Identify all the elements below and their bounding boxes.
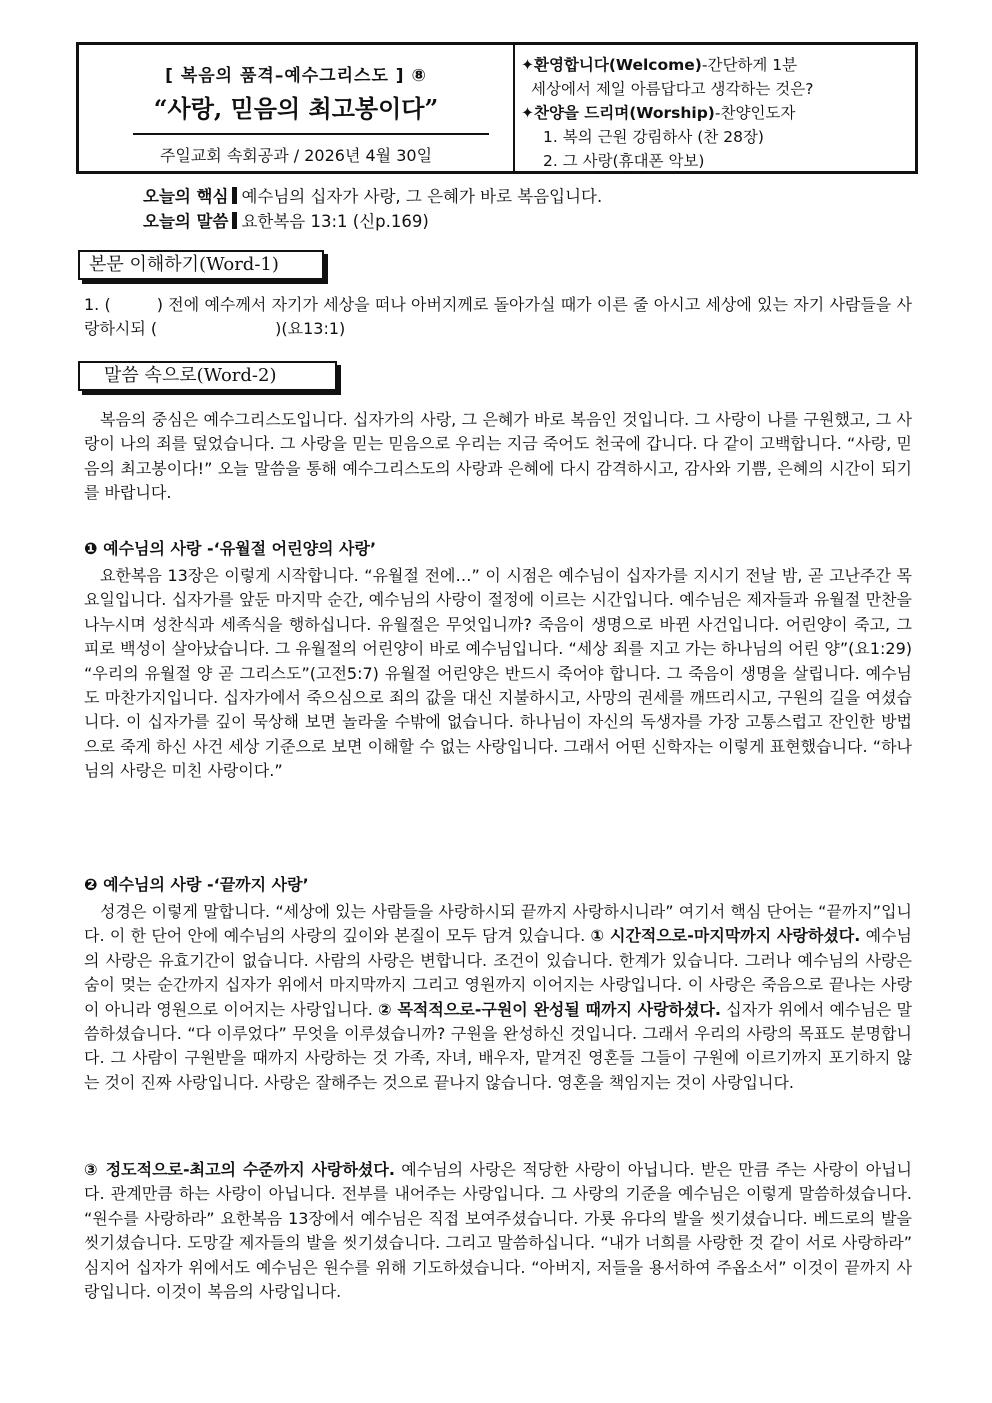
header-program-panel	[521, 53, 909, 173]
title-divider	[133, 133, 489, 135]
word-bar	[232, 212, 237, 229]
header-box	[76, 42, 918, 174]
p2-text-c: 예수님의 사랑은 유효기간이 없습니다. 사람의 사랑은 변합니다. 조건이 있습니다. 한계가 있습니다. 그러나 예수님의 사랑은 숨이 멎는 순간까지 십자가 위에서 마지막까지 그리고 영원까지 이어지는 사랑입니다. 이 사랑은 죽음으로 끝나는 사랑이 아니라 영원으로 이어지는 사랑입니다.	[84, 926, 912, 1019]
intro-paragraph: 복음의 중심은 예수그리스도입니다. 십자가의 사랑, 그 은혜가 바로 복음인 것입니다. 그 사랑이 나를 구원했고, 그 사랑이 나의 죄를 덮었습니다. 그 사랑을 믿는 믿음으로 우리는 지금 죽어도 천국에 갑니다. 다 같이 고백합니다. “사랑, 믿음의 최고봉이다!” 오늘 말씀을 통해 예수그리스도의 사랑과 은혜에 다시 감격하시고, 감사와 기쁨, 은혜의 시간이 되기를 바랍니다.	[84, 410, 912, 503]
song-1: 1. 복의 근원 강림하사 (찬 28장)	[543, 128, 764, 146]
header-title-panel	[79, 45, 515, 171]
p2-text-e: 십자가 위에서 예수님은 말씀하셨습니다. “다 이루었다” 무엇을 이루셨습니까? 구원을 완성하신 것입니다. 그래서 우리의 사랑의 목표도 분명합니다. 그 사람이 구원받을 때까지 사랑하는 것 가족, 자녀, 배우자, 맡겨진 영혼들 그들이 구원에 이르기까지 포기하지 않는 것이 진짜 사랑입니다. 사랑은 잘해주는 것으로 끝나지 않습니다. 영혼을 책임지는 것이 사랑입니다.	[84, 999, 912, 1092]
welcome-question: 세상에서 제일 아름답다고 생각하는 것은?	[531, 80, 814, 98]
today-focus	[143, 184, 602, 234]
point-2-paragraph	[84, 900, 912, 1095]
q1-middle: ) 전에 예수께서 자기가 세상을 떠나 아버지께로 돌아가실 때가 이른 줄 아시고 세상에 있는 자기 사람들을 사랑하시되 (	[84, 295, 912, 339]
word-label: 오늘의 말씀	[143, 212, 229, 231]
question-1	[84, 293, 912, 342]
core-text: 예수님의 십자가 사랑, 그 은혜가 바로 복음입니다.	[241, 187, 603, 206]
word-text: 요한복음 13:1 (신p.169)	[241, 212, 429, 231]
lesson-title: “사랑, 믿음의 최고봉이다”	[153, 94, 439, 123]
core-bar	[232, 187, 237, 204]
series-label: [ 복음의 품격–예수그리스도 ] ⑧	[165, 66, 427, 86]
song-2: 2. 그 사랑(휴대폰 악보)	[543, 152, 705, 170]
p2-sub-2: ② 목적적으로-구원이 완성될 때까지 사랑하셨다.	[378, 999, 722, 1019]
core-label: 오늘의 핵심	[143, 187, 229, 206]
q1-end: )(요13:1)	[275, 319, 346, 339]
p2-sub-3: ③ 정도적으로-최고의 수준까지 사랑하셨다.	[84, 1160, 395, 1179]
welcome-label: ✦환영합니다(Welcome)	[521, 56, 702, 74]
section-word2-label: 말씀 속으로(Word-2)	[78, 361, 337, 391]
point-2-heading: ❷ 예수님의 사랑 -‘끝까지 사랑’	[84, 875, 309, 894]
p3-text: 예수님의 사랑은 적당한 사랑이 아닙니다. 받은 만큼 주는 사랑이 아닙니다. 관계만큼 하는 사랑이 아닙니다. 전부를 내어주는 사랑입니다. 그 사랑의 기준을 예수님은 이렇게 말씀하셨습니다. “원수를 사랑하라” 요한복음 13장에서 예수님은 직접 보여주셨습니다. 가룟 유다의 발을 씻기셨습니다. 베드로의 발을 씻기셨습니다. 도망갈 제자들의 발을 씻기셨습니다. 그리고 말씀하십니다. “내가 너희를 사랑한 것 같이 서로 사랑하라” 심지어 십자가 위에서도 예수님은 원수를 위해 기도하셨습니다. “아버지, 저들을 용서하여 주옵소서” 이것이 끝까지 사랑입니다. 이것이 복음의 사랑입니다.	[84, 1160, 913, 1302]
p2-text-a: 성경은 이렇게 말합니다. “세상에 있는 사람들을 사랑하시되 끝까지 사랑하시니라” 여기서 핵심 단어는 “끝까지”입니다. 이 한 단어 안에 예수님의 사랑의 깊이와 본질이 모두 담겨 있습니다.	[84, 902, 912, 946]
point-2-sub-3-paragraph	[84, 1158, 912, 1304]
point-1-heading: ❶ 예수님의 사랑 -‘유월절 어린양의 사랑’	[84, 539, 377, 558]
worship-label: ✦찬양을 드리며(Worship)	[521, 104, 715, 122]
lesson-date: 주일교회 속회공과 / 2026년 4월 30일	[159, 146, 433, 165]
welcome-note: -간단하게 1분	[701, 56, 798, 74]
p2-sub-1: ① 시간적으로-마지막까지 사랑하셨다.	[590, 926, 861, 946]
point-1-paragraph: 요한복음 13장은 이렇게 시작합니다. “유월절 전에…” 이 시점은 예수님이 십자가를 지시기 전날 밤, 곧 고난주간 목요일입니다. 십자가를 앞둔 마지막 순간, 예수님의 사랑이 절정에 이르는 시간입니다. 예수님은 제자들과 유월절 만찬을 나누시며 성찬식과 세족식을 행하십니다. 유월절은 무엇입니까? 죽음이 생명으로 바뀐 사건입니다. 어린양이 죽고, 그 피로 백성이 살아났습니다. 그 유월절의 어린양이 바로 예수님입니다. “세상 죄를 지고 가는 하나님의 어린 양”(요1:29) “우리의 유월절 양 곧 그리스도”(고전5:7) 유월절 어린양은 반드시 죽어야 합니다. 그 죽음이 생명을 살립니다. 예수님도 마찬가지입니다. 십자가에서 죽으심으로 죄의 값을 대신 지불하시고, 사망의 권세를 깨뜨리시고, 구원의 길을 여셨습니다. 이 십자가를 깊이 묵상해 보면 놀라울 수밖에 없습니다. 하나님이 자신의 독생자를 가장 고통스럽고 잔인한 방법으로 죽게 하신 사건 세상 기준으로 보면 이해할 수 없는 사랑입니다. 그래서 어떤 신학자는 이렇게 표현했습니다. “하나님의 사랑은 미친 사랑이다.”	[84, 566, 912, 781]
section-word1-label: 본문 이해하기(Word-1)	[78, 250, 324, 280]
worship-note: -찬양인도자	[714, 104, 796, 122]
q1-start: 1. (	[84, 295, 111, 314]
